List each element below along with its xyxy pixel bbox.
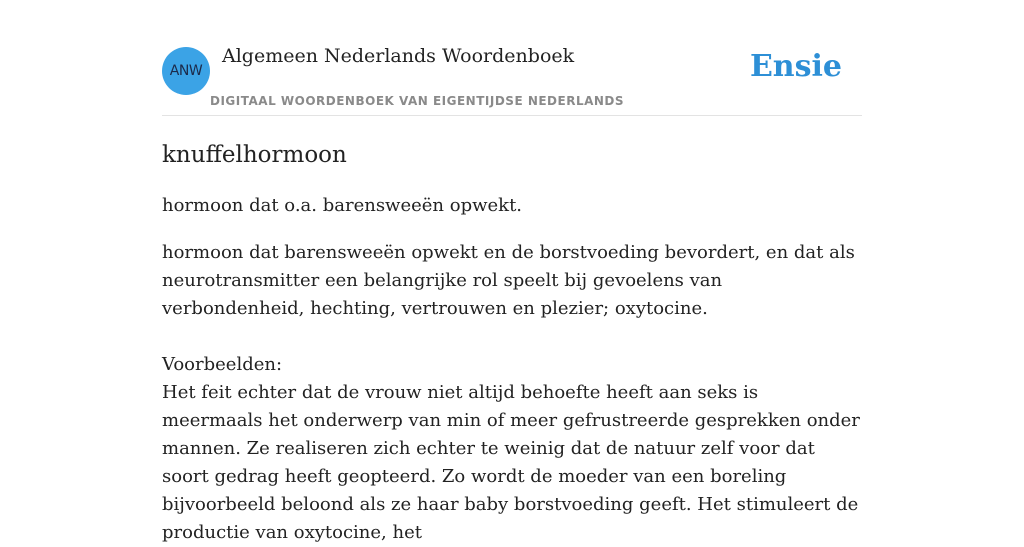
anw-logo[interactable]: ANW [162, 47, 210, 95]
site-subtitle: DIGITAAL WOORDENBOEK VAN EIGENTIJDSE NEDERLANDS [210, 94, 625, 108]
ensie-brand-logo[interactable]: Ensie [749, 49, 842, 84]
entry-headword: knuffelhormoon [162, 142, 347, 168]
examples-heading: Voorbeelden: [162, 354, 283, 375]
site-title[interactable]: Algemeen Nederlands Woordenboek [222, 45, 575, 67]
example-text: Het feit echter dat de vrouw niet altijd behoefte heeft aan seks is meermaals het onderwerp van min of meer gefrustreerde gesprekken onder mannen. Ze realiseren zich echter te weinig dat de natuur zelf voor dat soort gedrag heeft geopteerd. Zo wordt de moeder van een boreling bijvoorbeeld beloond als ze haar baby borstvoeding geeft. Het stimuleert de productie van oxytocine, het [162, 382, 860, 543]
site-header [162, 0, 862, 116]
short-definition: hormoon dat o.a. barensweeën opwekt. [162, 195, 523, 216]
long-definition: hormoon dat barensweeën opwekt en de borstvoeding bevordert, en dat als neurotransmitter een belangrijke rol speelt bij gevoelens van verbondenheid, hechting, vertrouwen en plezier; oxytocine. [162, 242, 855, 319]
entry-content [162, 140, 862, 547]
